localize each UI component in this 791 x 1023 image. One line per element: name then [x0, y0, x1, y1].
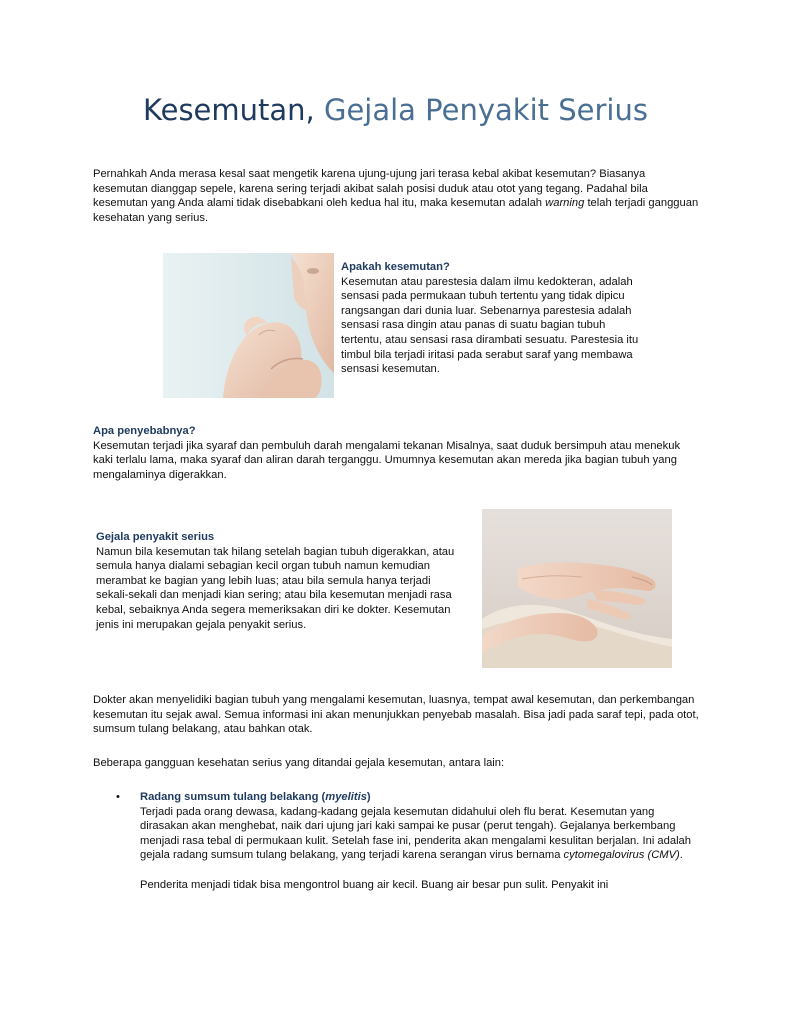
list-item-body-text: Terjadi pada orang dewasa, kadang-kadang gejala kesemutan didahului oleh flu berat. Kesemutan yang dirasakan akan menghebat, naik dari ujung jari kaki sampai ke pusar (perut tengah). Gejalanya berkembang menjadi rasa tebal di permukaan kulit. Setelah fase ini, penderita akan mengalami kesulitan berjalan. Ini adalah gejala radang sumsum tulang belakang, yang terjadi karena serangan virus bernama	[140, 805, 692, 862]
intro-emphasis: warning	[545, 197, 585, 210]
list-item-title	[140, 791, 371, 803]
list-item-title-emphasis: myelitis	[325, 791, 367, 803]
section-body: Namun bila kesemutan tak hilang setelah bagian tubuh digerakkan, atau semula hanya dialami sebagian kecil organ tubuh namun kemudian merambat ke bagian yang lebih luas; atau bila semula hanya terjadi sekali-sekali dan menjadi kian sering; atau bila kesemutan menjadi rasa kebal, sebaiknya Anda segera memeriksakan diri ke dokter. Kesemutan jenis ini merupakan gejala penyakit serius.	[96, 545, 455, 631]
list-item-body-emphasis: cytomegalovirus (CMV)	[563, 849, 680, 862]
list-item-body-continued: Penderita menjadi tidak bisa mengontrol buang air kecil. Buang air besar pun sulit. Penyakit ini	[140, 878, 609, 891]
intro-text: Pernahkah Anda merasa kesal saat mengetik karena ujung-ujung jari terasa kebal akibat kesemutan? Biasanya kesemutan dianggap sepele, karena sering terjadi akibat salah posisi duduk atau otot yang tegang. Padahal bila kesemutan yang Anda alami tidak disebabkani oleh kedua hal itu, maka kesemutan adalah	[93, 168, 648, 210]
section-causes	[93, 424, 703, 482]
section-body: Kesemutan terjadi jika syaraf dan pembuluh darah mengalami tekanan Misalnya, saat duduk bersimpuh atau menekuk kaki terlalu lama, maka syaraf dan aliran darah terganggu. Umumnya kesemutan akan mereda jika bagian tubuh yang mengalaminya digerakkan.	[93, 439, 681, 481]
section-heading: Apakah kesemutan?	[341, 261, 450, 273]
section-heading: Apa penyebabnya?	[93, 425, 196, 437]
section-body: Kesemutan atau parestesia dalam ilmu kedokteran, adalah sensasi pada permukaan tubuh tertentu yang tidak dipicu rangsangan dari dunia luar. Sebenarnya parestesia adalah sensasi rasa dingin atau panas di suatu bagian tubuh tertentu, atau sensasi rasa dirambati sesuatu. Parestesia itu timbul bila terjadi iritasi pada serabut saraf yang membawa sensasi kesemutan.	[341, 275, 639, 376]
list-item-body	[140, 805, 700, 863]
wrist-touch-illustration	[482, 509, 672, 668]
title-part-2: Gejala Penyakit Serius	[314, 93, 648, 127]
bullet-dot: •	[116, 791, 120, 803]
foot-touch-illustration	[163, 253, 334, 398]
intro-text-end: telah terjadi gangguan kesehatan yang serius.	[93, 197, 699, 224]
wrist-touch-photo	[482, 509, 672, 668]
list-item-title-text: Radang sumsum tulang belakang (	[140, 791, 326, 803]
list-item-title-end: )	[366, 791, 371, 803]
list-item-body-end: .	[679, 849, 683, 862]
list-intro-paragraph: Beberapa gangguan kesehatan serius yang ditandai gejala kesemutan, antara lain:	[93, 757, 505, 769]
doctor-paragraph: Dokter akan menyelidiki bagian tubuh yang mengalami kesemutan, luasnya, tempat awal kesemutan, dan perkembangan kesemutan itu sejak awal. Semua informasi ini akan menunjukkan penyebab masalah. Bisa jadi pada saraf tepi, pada otot, sumsum tulang belakang, atau bahkan otak.	[93, 694, 699, 736]
title-part-1: Kesemutan,	[143, 93, 315, 127]
foot-touch-photo	[163, 253, 334, 398]
page-title	[0, 90, 791, 130]
disease-list	[116, 790, 700, 892]
intro-paragraph	[93, 167, 703, 225]
section-what-is-tingling	[341, 260, 641, 377]
section-heading: Gejala penyakit serius	[96, 531, 215, 543]
list-item	[116, 790, 700, 892]
section-serious-symptoms	[96, 530, 456, 632]
